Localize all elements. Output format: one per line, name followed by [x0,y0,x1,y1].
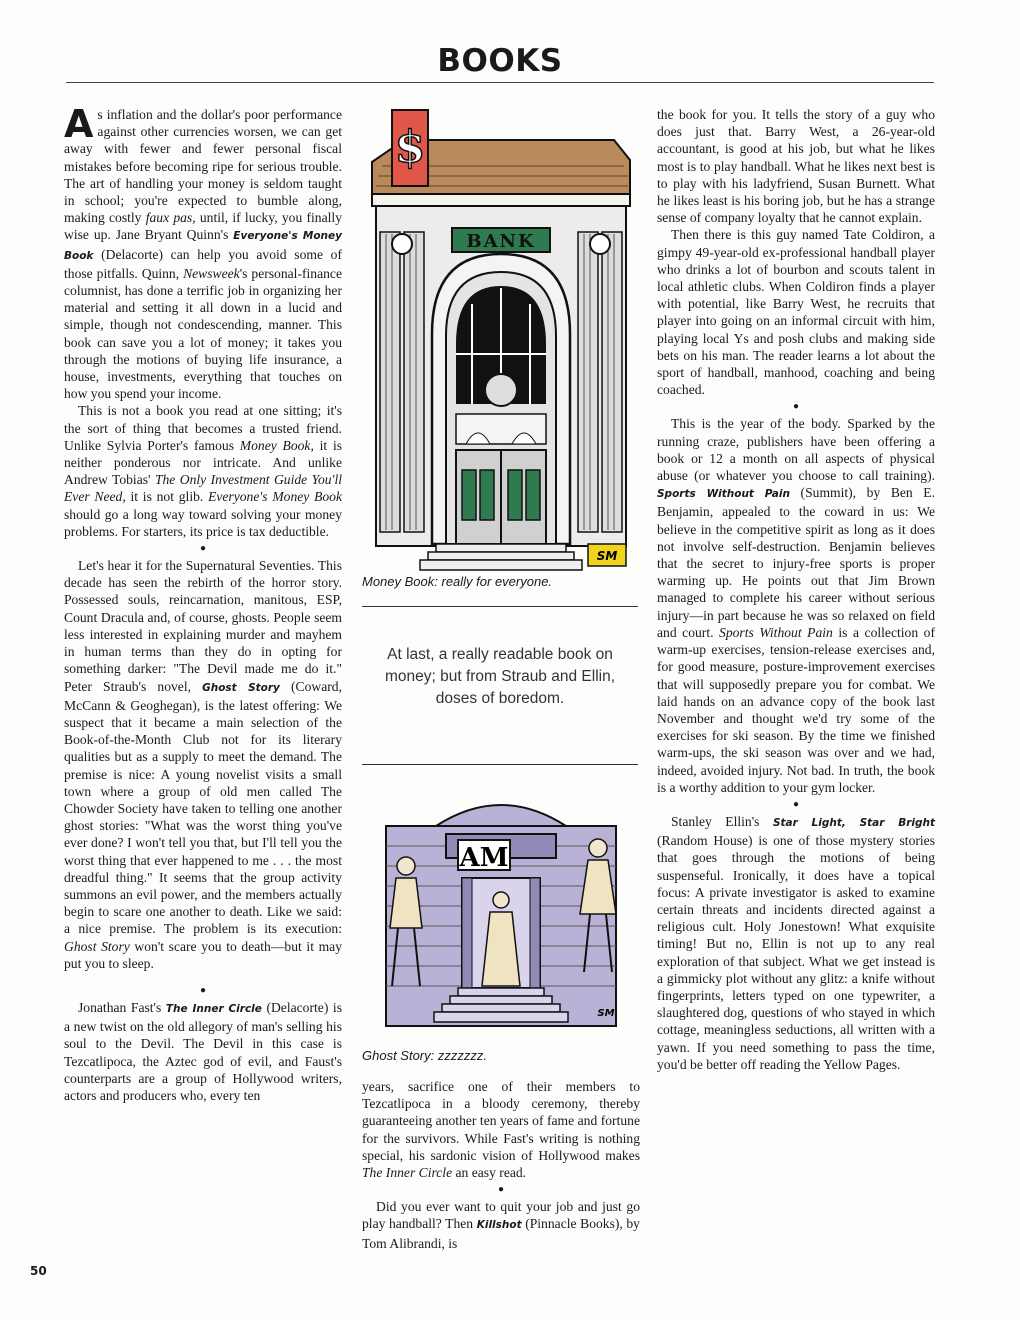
text: This is the year of the body. Sparked by the running craze, publishers have been offering a book or 12 a month on all aspects of physical abuse (or whatever you choose to call training). [657,416,935,484]
bank-illustration [362,104,640,574]
text: should go a long way toward solving your money problems. For starters, its price is tax deductible. [64,506,342,539]
paragraph-money-book-2 [64,402,342,540]
paragraph-killshot [362,1198,640,1252]
text: Let's hear it for the Supernatural Seventies. This decade has seen the rebirth of the horror story. Possessed souls, reincarnation, manitous, ESP, Count Dracula and, of course, ghosts. People seem less interested in explaining murder and mayhem in human terms than they do in opting for something darker: "The Devil made me do it." Peter Straub's novel, [64,558,342,694]
text: Everyone's Money Book [208,489,343,505]
book-title: Ghost Story [202,681,280,694]
text: Stanley Ellin's [671,813,773,829]
text: The Only Investment Guide You'll Ever Need, [64,472,342,505]
book-title: Sports Without Pain [657,488,790,501]
text: Newsweek [183,265,240,281]
text: Jonathan Fast's [78,999,166,1015]
text: until, if lucky, you finally wise up. Jane Bryant Quinn's [64,210,342,243]
book-title: Killshot [476,1219,522,1232]
page-title: BOOKS [437,43,563,79]
text: Sports Without Pain [719,624,833,640]
article-column-1 [64,102,343,1104]
bank-sign-text: BANK [466,231,536,252]
book-title: Star Light, Star Bright [772,816,935,829]
article-column-3 [657,106,935,1073]
rule-bottom [362,764,638,765]
text: faux pas, [145,210,196,226]
paragraph-inner-circle [64,999,342,1104]
page-number: 50 [30,1264,47,1278]
text: it is not glib. [125,489,209,505]
ghost-caption: Ghost Story: zzzzzzz. [362,1048,487,1063]
text: Money Book, [239,437,314,453]
ghost-story-illustration [362,782,640,1038]
section-bullet: ● [792,798,800,810]
paragraph-coldiron: Then there is this guy named Tate Coldiron, a gimpy 49-year-old ex-professional handball player who drinks a lot of bourbon and scouts talent in local athletic clubs. When Coldiron finds a player with potential, like Barry West, he recruits that player into going on an informal circuit with him, playing local Ys and posh clubs and making side bets on his man. The reader learns a lot about the sport of handball, manhood, coaching and being coached. [657,227,935,398]
dollar-sign: $ [394,122,426,173]
paragraph-inner-circle-cont [362,1078,640,1181]
text: This is not a book you read at one sitting; it's the sort of thing that becomes a trusted friend. Unlike Sylvia Porter's famous [64,403,342,453]
section-bullet: ● [497,1184,505,1196]
book-title: The Inner Circle [165,1002,262,1015]
paragraph-sports-without-pain [657,415,935,795]
paragraph-money-book [64,102,342,402]
text: is a collection of warm-up exercises, tension-release exercises and, for good measure, posture-improvement exercises that will supposedly prepare you for combat. We laid hands on an advance copy of the book last November and thought we'd try some of the exercises for ski season. By the time we finished warm-ups, the ski season was over and we had, indeed, avoided injury. Not bad. In truth, the book is a worthy addition to your gym locker. [657,624,935,795]
paragraph-ghost-story [64,557,342,972]
text: Ghost Story [64,938,130,954]
text: it is neither ponderous nor intricate. And unlike Andrew Tobias' [64,437,343,488]
bank-caption: Money Book: really for everyone. [362,574,553,589]
article-column-2 [362,1078,640,1252]
text: years, sacrifice one of their members to Tezcatlipoca in a bloody ceremony, thereby guaranteeing another ten years of fame and fortune for the survivors. While Fast's writing is nothing special, his sardonic vision of Hollywood makes [362,1079,640,1163]
paragraph-star-light [657,813,935,1073]
artist-signature: SM [596,549,618,563]
text: (Delacorte) can help you avoid some of those pitfalls. Quinn, [64,246,342,281]
section-bullet: ● [792,401,800,413]
text: (Delacorte) is a new twist on the old allegory of man's selling his soul to the Devil. The Devil in this case is Tezcatlipoca, the Aztec god of evil, and Faust's counterparts are a group of Hollywood writers, actors and producers who, every ten [64,999,342,1103]
rule-top [362,606,638,607]
text: The Inner Circle [362,1165,453,1181]
text: 's personal-finance columnist, has done a terrific job in organizing her material and setting it all down in a lucid and simple, though not condescending, manner. This book can save you a lot of money; it takes you through the motions of buying life insurance, a house, investments, everything that touches on how you spend your income. [64,265,342,402]
drop-cap: A [64,102,94,146]
paragraph-killshot-cont: the book for you. It tells the story of a guy who does just that. Barry West, a 26-year-old accountant, is good at his job, but what he likes most is to play handball. What he likes next best is to play with his ladyfriend, Susan Burnett. What he likes least is his boring job, but he has a strange sense of company loyalty that he cannot explain. [657,107,935,226]
section-bullet: ● [199,543,207,555]
text: s inflation and the dollar's poor performance against other currencies worsen, we can get away with fewer and fewer personal fiscal mistakes before becoming ripe for serious trouble. The art of handling your money is seldom taught in school; you're expected to bumble along, making costly [64,107,342,226]
text: (Pinnacle Books), by Tom Alibrandi, is [362,1216,640,1251]
am-sign-text: AM [459,843,509,873]
book-title: Everyone's Money Book [64,230,342,262]
text: (Random House) is one of those mystery stories that goes through the motions of being suspenseful. Ironically, it does have a topical focus: A private investigator is asked to examine certain threats and incidents directed against a religious cult. Holy Jonestown! What exquisite timing! But no, Ellin is not up to any real exploration of that subject. What we get instead is a gimmicky plot without any glitz: a knife without fingerprints, letters typed on one typewriter, a slaughtered dog, questions of who stayed in which cottage, meaningless seductions, all written with a yawn. If you need something to pass the time, you'd be better off reading the Yellow Pages. [657,833,935,1072]
artist-signature: SM [597,1008,615,1019]
text: (Summit), by Ben E. Benjamin, appealed to the coward in us: We believe in the competitive spirit as long as it does not involve self-destruction. Benjamin believes that the secret to injury-free sports is proper warming up. He points out that Jim Brown managed to complete his career without serious injury—in part because he was so relaxed on field and court. [657,485,935,640]
text: an easy read. [452,1165,527,1181]
pull-quote: At last, a really readable book on money; but from Straub and Ellin, doses of boredom. [384,646,616,707]
section-header [66,40,934,83]
section-bullet: ● [199,984,207,996]
text: Did you ever want to quit your job and just go play handball? Then [362,1199,640,1232]
text: won't scare you to death—but it may put you to sleep. [64,938,342,971]
text: (Coward, McCann & Geoghegan), is the latest offering: We suspect that it became a main selection of the Book-of-the-Month Club not for its literary qualities but as a supply to meet the demand. The premise is nice: A young novelist visits a small town where a group of old men called The Chowder Society have taken to telling one another ghost stories: "What was the worst thing you've ever done? I won't tell you that, but I'll tell you the worst thing that ever happened to me . . . the most dreadful thing." It seems that the group activity summons an evil power, and the members actually begin to scare one another to death. Like we said: a nice premise. The problem is its execution: [64,678,342,937]
